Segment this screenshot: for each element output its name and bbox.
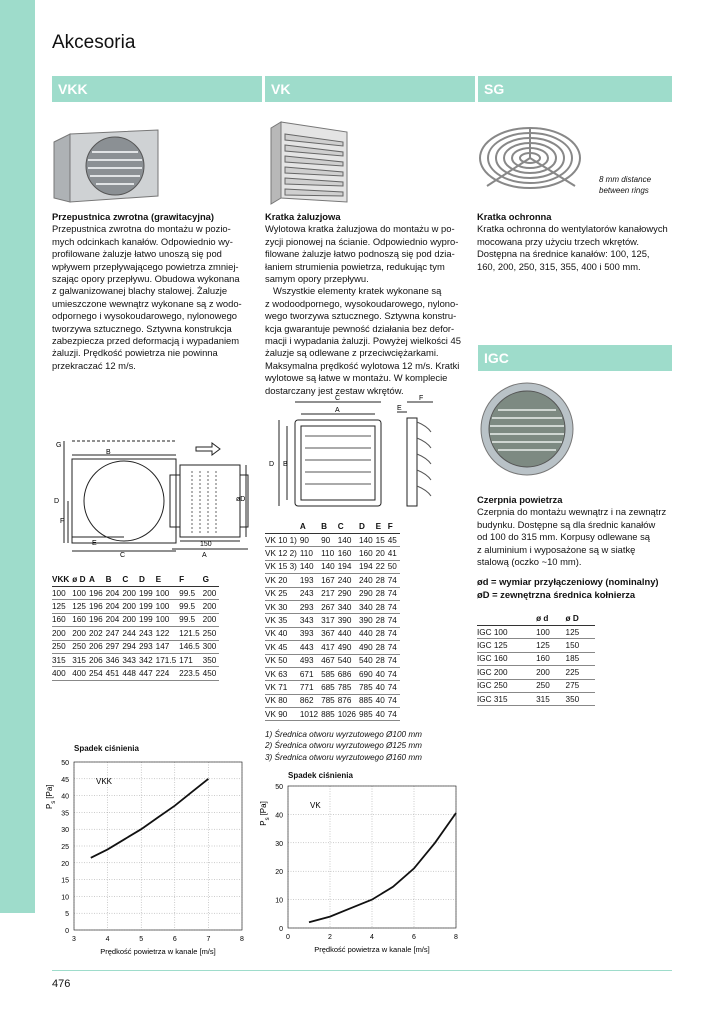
y-axis-label: [45, 784, 57, 809]
y-tick-label: 0: [279, 926, 283, 933]
vk-table-cell: 74: [388, 654, 400, 667]
vk-table-cell: 74: [388, 694, 400, 707]
footer-rule: [52, 970, 672, 971]
vkk-table-cell: 100: [156, 587, 180, 600]
vkk-table-cell: 200: [122, 587, 139, 600]
vk-table-cell: 40: [376, 667, 388, 680]
igc-description: Czerpnia powietrza Czerpnia do montażu wewnątrz i na zewnątrz budynku. Dostępne są dla średnic kanałów od 100 do 315 mm. Korpusy odlewane są z aluminium i wyposażone są w siatkę stalową (oczko ~10 mm). ød = wymiar przyłączeniowy (nominalny) øD = zewnętrzna średnica kołnierza: [477, 494, 677, 601]
igc-table-cell: 125: [536, 639, 565, 652]
igc-table-cell: IGC 160: [477, 652, 536, 665]
vkk-table-cell: 200: [72, 627, 89, 640]
vk-table-cell: 28: [376, 614, 388, 627]
vkk-table-row: [52, 587, 219, 600]
series-label: VK: [310, 801, 321, 810]
vk-table-cell: 467: [321, 654, 338, 667]
vkk-table-cell: 250: [72, 640, 89, 653]
vkk-table-cell: 223.5: [179, 667, 203, 680]
vkk-table-cell: 206: [89, 653, 106, 666]
series-line: [309, 813, 456, 922]
band-vkk: VKK: [52, 76, 262, 102]
vk-table-cell: 110: [321, 547, 338, 560]
vk-table-cell: VK 63: [265, 667, 300, 680]
y-axis-label-sub: s: [265, 817, 271, 821]
igc-table-cell: 350: [566, 692, 595, 705]
igc-table-cell: 100: [536, 626, 565, 639]
vk-table-cell: 390: [338, 614, 359, 627]
vk-table-cell: 193: [300, 574, 321, 587]
vk-table-cell: 90: [321, 534, 338, 547]
vkk-table-cell: 243: [139, 627, 156, 640]
vk-table-cell: 367: [321, 627, 338, 640]
vkk-product-image: [50, 128, 160, 206]
igc-table-row: [477, 692, 595, 705]
vkk-table-cell: 196: [89, 587, 106, 600]
vk-table-cell: 40: [376, 708, 388, 721]
vkk-table-cell: 315: [52, 653, 72, 666]
vk-table-row: [265, 587, 400, 600]
vk-table-cell: 985: [359, 708, 376, 721]
vkk-table-cell: 250: [203, 627, 220, 640]
vk-table-cell: 771: [300, 681, 321, 694]
vk-spec-table: [265, 520, 400, 721]
y-tick-label: 0: [65, 928, 69, 935]
y-tick-label: 10: [275, 897, 283, 905]
vkk-table-cell: 99.5: [179, 600, 203, 613]
vk-table-cell: 540: [338, 654, 359, 667]
vk-table-cell: 686: [338, 667, 359, 680]
page-title: Akcesoria: [52, 32, 136, 53]
igc-table-row: [477, 679, 595, 692]
vk-table-cell: 74: [388, 574, 400, 587]
vk-table-cell: 74: [388, 614, 400, 627]
vk-table-row: [265, 534, 400, 547]
vk-table-cell: 417: [321, 641, 338, 654]
vk-table-cell: 74: [388, 627, 400, 640]
series-label: VKK: [96, 777, 113, 786]
vkk-table-cell: 200: [203, 613, 220, 626]
vk-footnotes: 1) Średnica otworu wyrzutowego Ø100 mm 2) Średnica otworu wyrzutowego Ø125 mm 3) Średnica otworu wyrzutowego Ø160 mm: [265, 730, 422, 762]
vkk-table-cell: 200: [203, 600, 220, 613]
x-tick-label: 6: [412, 934, 416, 941]
igc-heading: Czerpnia powietrza: [477, 494, 563, 505]
vk-table-cell: 20: [376, 547, 388, 560]
igc-table-cell: IGC 250: [477, 679, 536, 692]
vk-table-cell: 240: [338, 574, 359, 587]
igc-table-cell: 185: [566, 652, 595, 665]
vkk-dim-od: øD: [236, 496, 246, 503]
vk-product-image: [265, 118, 350, 206]
vk-table-cell: 240: [359, 574, 376, 587]
vkk-table-cell: 297: [106, 640, 123, 653]
vk-table-cell: 28: [376, 641, 388, 654]
vkk-table-cell: 196: [89, 600, 106, 613]
vkk-table-cell: 147: [156, 640, 180, 653]
vk-table-cell: 40: [376, 694, 388, 707]
vk-dim-b: B: [283, 461, 288, 468]
side-accent-bar: [0, 0, 35, 913]
y-axis-label-p: P: [259, 820, 268, 826]
x-tick-label: 3: [72, 936, 76, 943]
vk-table-cell: 267: [321, 600, 338, 613]
vk-table-cell: 490: [338, 641, 359, 654]
vk-pressure-chart: [250, 780, 470, 958]
vk-table-cell: 490: [359, 641, 376, 654]
sg-heading: Kratka ochronna: [477, 211, 552, 222]
vk-table-cell: 885: [359, 694, 376, 707]
vkk-table-cell: 99.5: [179, 613, 203, 626]
y-tick-label: 20: [61, 860, 69, 868]
vk-table-cell: 317: [321, 614, 338, 627]
vkk-dim-b: B: [106, 449, 111, 456]
vkk-table-cell: 199: [139, 600, 156, 613]
vkk-table-cell: 250: [52, 640, 72, 653]
vkk-dim-e: E: [92, 540, 97, 547]
vk-table-cell: 140: [338, 534, 359, 547]
x-tick-label: 4: [370, 934, 374, 941]
vk-table-cell: 540: [359, 654, 376, 667]
vkk-table-cell: 171.5: [156, 653, 180, 666]
vkk-chart-title: Spadek ciśnienia: [74, 744, 139, 753]
vk-table-cell: 40: [376, 681, 388, 694]
y-tick-label: 20: [275, 869, 283, 877]
x-tick-label: 2: [328, 934, 332, 941]
y-axis-label-sub: s: [51, 800, 57, 804]
vk-table-cell: 885: [321, 708, 338, 721]
vkk-table-row: [52, 653, 219, 666]
vk-table-cell: 74: [388, 667, 400, 680]
vk-table-row: [265, 667, 400, 680]
vkk-table-cell: 346: [106, 653, 123, 666]
y-axis-label-unit: [Pa]: [45, 784, 54, 799]
vkk-table-header: VKK ø D A B C D E F G: [52, 573, 219, 587]
vkk-table-cell: 247: [106, 627, 123, 640]
igc-table-cell: 160: [536, 652, 565, 665]
vk-table-cell: 440: [359, 627, 376, 640]
vk-table-cell: 690: [359, 667, 376, 680]
vkk-dim-d: D: [54, 498, 60, 505]
y-tick-label: 25: [61, 844, 69, 851]
vk-table-cell: 194: [338, 560, 359, 573]
vkk-dim-a: A: [202, 552, 207, 559]
vk-table-cell: 28: [376, 654, 388, 667]
vk-table-row: [265, 694, 400, 707]
vk-table-cell: 290: [338, 587, 359, 600]
vkk-table-row: [52, 640, 219, 653]
vk-table-cell: VK 35: [265, 614, 300, 627]
vk-table-cell: 493: [300, 654, 321, 667]
vk-table-header: A B C D E F: [265, 520, 400, 534]
vk-dim-f: F: [419, 395, 424, 402]
y-tick-label: 45: [61, 776, 69, 784]
vkk-table-cell: 100: [156, 613, 180, 626]
vk-table-cell: 671: [300, 667, 321, 680]
x-tick-label: 0: [286, 934, 290, 941]
y-tick-label: 35: [61, 810, 69, 818]
y-tick-label: 30: [61, 827, 69, 835]
y-tick-label: 30: [275, 840, 283, 848]
vkk-table-cell: 224: [156, 667, 180, 680]
x-axis-label: Prędkość powietrza w kanale [m/s]: [314, 945, 430, 954]
igc-table-cell: 250: [536, 679, 565, 692]
igc-product-image: [478, 380, 576, 478]
vkk-table-cell: 100: [156, 600, 180, 613]
vkk-heading: Przepustnica zwrotna (grawitacyjna): [52, 211, 215, 222]
vk-table-cell: VK 71: [265, 681, 300, 694]
vkk-table-cell: 400: [72, 667, 89, 680]
vk-table-row: [265, 654, 400, 667]
igc-table-cell: IGC 200: [477, 666, 536, 679]
vk-table-cell: VK 20: [265, 574, 300, 587]
vk-dim-d: D: [269, 461, 275, 468]
vkk-dimension-drawing: [50, 425, 250, 560]
vkk-table-cell: 100: [72, 587, 89, 600]
y-tick-label: 10: [61, 894, 69, 902]
igc-table-cell: IGC 100: [477, 626, 536, 639]
vkk-table-cell: 448: [122, 667, 139, 680]
vk-table-cell: 74: [388, 708, 400, 721]
vk-table-cell: 74: [388, 600, 400, 613]
vkk-table-cell: 199: [139, 587, 156, 600]
vkk-table-cell: 200: [52, 627, 72, 640]
y-axis-label-p: P: [45, 803, 54, 810]
vkk-table-cell: 125: [52, 600, 72, 613]
vk-table-cell: 45: [388, 534, 400, 547]
vk-table-cell: 15: [376, 534, 388, 547]
vk-table-cell: 343: [300, 614, 321, 627]
vkk-table-cell: 200: [203, 587, 220, 600]
vkk-table-cell: 204: [106, 613, 123, 626]
igc-def-flange: øD = zewnętrzna średnica kołnierza: [477, 588, 636, 600]
band-sg: SG: [478, 76, 672, 102]
vk-dim-c: C: [335, 395, 341, 402]
igc-table-row: [477, 666, 595, 679]
sg-image-caption: 8 mm distance between rings: [599, 175, 652, 195]
vk-dimension-drawing: [265, 392, 440, 510]
igc-table-cell: 200: [536, 666, 565, 679]
vk-table-cell: 50: [388, 560, 400, 573]
vk-table-cell: VK 50: [265, 654, 300, 667]
vk-table-cell: VK 40: [265, 627, 300, 640]
vkk-table-cell: 146.5: [179, 640, 203, 653]
x-tick-label: 7: [206, 936, 211, 943]
vk-table-cell: 785: [321, 694, 338, 707]
igc-table-cell: 225: [566, 666, 595, 679]
vkk-table-cell: 160: [72, 613, 89, 626]
igc-def-nominal: ød = wymiar przyłączeniowy (nominalny): [477, 576, 659, 588]
vkk-table-cell: 293: [139, 640, 156, 653]
vk-table-cell: 217: [321, 587, 338, 600]
vkk-table-cell: 254: [89, 667, 106, 680]
vk-table-cell: 393: [300, 627, 321, 640]
vk-table-cell: 440: [338, 627, 359, 640]
vk-table-cell: 293: [300, 600, 321, 613]
vk-table-row: [265, 681, 400, 694]
vk-table-cell: 290: [359, 587, 376, 600]
vk-dim-a: A: [335, 407, 340, 414]
y-axis-label: [259, 801, 271, 826]
vk-table-row: [265, 614, 400, 627]
vk-table-cell: 28: [376, 627, 388, 640]
vk-table-cell: 194: [359, 560, 376, 573]
vkk-table-row: [52, 600, 219, 613]
vk-description: Kratka żaluzjowa Wylotowa kratka żaluzjowa do montażu w po- zycji pionowej na ścianie. Odpowiednio wypro- filowane żaluzje łatwo podnoszą się pod dzia- łaniem strumienia powietrza, redukując tym samym opory przepływu. Wszystkie elementy kratek wykonane są z wodoodpornego, wysokoudarowego, nylono- wego tworzywa sztucznego. Sztywna konstru- kcja gwarantuje pewność działania bez defor- macji i wypadania żaluzji. Powyżej wielkości 45 żaluzje są odlewane z przeciwciężarkami. Maksymalna prędkość wylotowa 12 m/s. Kratki wylotowe są łatwe w montażu. W komplecie dostarczany jest zestaw wkrętów.: [265, 211, 465, 397]
igc-spec-table: [477, 612, 595, 706]
x-tick-label: 8: [240, 936, 244, 943]
vkk-dim-150: 150: [200, 541, 212, 548]
vk-table-row: [265, 547, 400, 560]
vkk-table-cell: 100: [52, 587, 72, 600]
vkk-dim-g: G: [56, 442, 62, 449]
vk-table-cell: VK 25: [265, 587, 300, 600]
vk-table-cell: 862: [300, 694, 321, 707]
vk-table-cell: VK 12 2): [265, 547, 300, 560]
vk-table-cell: VK 45: [265, 641, 300, 654]
vkk-table-cell: 99.5: [179, 587, 203, 600]
igc-table-cell: 315: [536, 692, 565, 705]
vk-table-cell: 876: [338, 694, 359, 707]
vk-table-cell: VK 80: [265, 694, 300, 707]
vkk-table-cell: 160: [52, 613, 72, 626]
vk-table-cell: VK 15 3): [265, 560, 300, 573]
vk-table-cell: 340: [359, 600, 376, 613]
vk-table-cell: 140: [359, 534, 376, 547]
igc-table-header: ø d ø D: [477, 612, 595, 626]
igc-table-cell: 150: [566, 639, 595, 652]
vk-table-cell: 390: [359, 614, 376, 627]
page-number: 476: [52, 978, 71, 990]
y-axis-label-unit: [Pa]: [259, 801, 268, 816]
vkk-table-cell: 202: [89, 627, 106, 640]
vkk-table-cell: 200: [122, 600, 139, 613]
vkk-table-cell: 343: [122, 653, 139, 666]
vk-table-cell: 74: [388, 587, 400, 600]
igc-table-cell: IGC 315: [477, 692, 536, 705]
vk-table-cell: VK 10 1): [265, 534, 300, 547]
vkk-dim-f: F: [60, 518, 65, 525]
y-tick-label: 50: [275, 784, 283, 791]
y-tick-label: 40: [61, 793, 69, 801]
vkk-table-cell: 171: [179, 653, 203, 666]
vk-table-cell: 340: [338, 600, 359, 613]
x-tick-label: 5: [139, 936, 144, 943]
x-axis-label: Prędkość powietrza w kanale [m/s]: [100, 947, 216, 956]
vk-table-cell: 28: [376, 587, 388, 600]
vkk-table-cell: 122: [156, 627, 180, 640]
vk-table-row: [265, 627, 400, 640]
vk-table-cell: VK 30: [265, 600, 300, 613]
vk-table-cell: 785: [338, 681, 359, 694]
vkk-dim-c: C: [120, 552, 126, 559]
vk-table-cell: 585: [321, 667, 338, 680]
band-igc: IGC: [478, 345, 672, 371]
vk-heading: Kratka żaluzjowa: [265, 211, 341, 222]
igc-table-cell: 125: [566, 626, 595, 639]
vkk-table-cell: 342: [139, 653, 156, 666]
vkk-table-cell: 350: [203, 653, 220, 666]
vkk-table-cell: 450: [203, 667, 220, 680]
vk-table-cell: 74: [388, 641, 400, 654]
vkk-table-cell: 294: [122, 640, 139, 653]
vkk-table-cell: 206: [89, 640, 106, 653]
sg-description: Kratka ochronna Kratka ochronna do wentylatorów kanałowych mocowana przy użyciu trzech wkrętów. Dostępna na średnice kanałów: 100, 125, 160, 200, 250, 315, 355, 400 i 500 mm.: [477, 211, 677, 273]
vk-table-cell: 28: [376, 600, 388, 613]
igc-table-row: [477, 652, 595, 665]
vk-table-cell: 41: [388, 547, 400, 560]
vkk-table-cell: 121.5: [179, 627, 203, 640]
vk-table-cell: 90: [300, 534, 321, 547]
y-tick-label: 40: [275, 812, 283, 820]
vk-table-cell: VK 90: [265, 708, 300, 721]
vk-table-row: [265, 600, 400, 613]
vk-chart-title: Spadek ciśnienia: [288, 771, 353, 780]
vk-table-cell: 1012: [300, 708, 321, 721]
vkk-description: Przepustnica zwrotna (grawitacyjna) Przepustnica zwrotna do montażu w pozio- mych odcinkach kanałów. Odpowiednio wy- profilowane żaluzje łatwo unoszą się pod wpływem przepływającego powietrza zmniej- szając opory przepływu. Obudowa wykonana z galwanizowanej blachy stalowej. Żaluzje umieszczone wewnątrz wykonane są z wodo- odpornego i wysokoudarowego, nylonowego tworzywa sztucznego. Sztywna konstrukcja zabezpiecza przed deformacją i wypadaniem żaluzji. Prędkość powietrza nie powinna przekraczać 12 m/s.: [52, 211, 252, 372]
igc-table-cell: 275: [566, 679, 595, 692]
y-tick-label: 15: [61, 877, 69, 885]
vk-table-cell: 160: [338, 547, 359, 560]
vk-table-cell: 443: [300, 641, 321, 654]
igc-table-row: [477, 639, 595, 652]
vk-table-cell: 140: [321, 560, 338, 573]
vkk-table-cell: 315: [72, 653, 89, 666]
x-tick-label: 8: [454, 934, 458, 941]
vkk-spec-table: [52, 573, 219, 681]
vk-table-row: [265, 641, 400, 654]
vkk-table-cell: 196: [89, 613, 106, 626]
vk-dim-e: E: [397, 405, 402, 412]
vk-table-cell: 22: [376, 560, 388, 573]
vkk-table-cell: 400: [52, 667, 72, 680]
vk-table-cell: 1026: [338, 708, 359, 721]
band-vk: VK: [265, 76, 475, 102]
vkk-table-cell: 199: [139, 613, 156, 626]
vkk-table-cell: 451: [106, 667, 123, 680]
vkk-pressure-chart: [36, 754, 256, 959]
vk-table-cell: 140: [300, 560, 321, 573]
vkk-table-row: [52, 613, 219, 626]
vk-table-row: [265, 574, 400, 587]
vk-table-cell: 243: [300, 587, 321, 600]
vkk-table-cell: 204: [106, 600, 123, 613]
vk-table-cell: 28: [376, 574, 388, 587]
vkk-table-row: [52, 627, 219, 640]
y-tick-label: 5: [65, 911, 69, 919]
vk-table-cell: 685: [321, 681, 338, 694]
vk-table-cell: 160: [359, 547, 376, 560]
vkk-table-cell: 200: [122, 613, 139, 626]
vkk-table-cell: 244: [122, 627, 139, 640]
sg-product-image: [475, 124, 585, 192]
vkk-table-cell: 204: [106, 587, 123, 600]
x-tick-label: 4: [105, 936, 110, 943]
vk-table-cell: 167: [321, 574, 338, 587]
vk-table-row: [265, 560, 400, 573]
x-tick-label: 6: [172, 936, 177, 943]
vkk-table-row: [52, 667, 219, 680]
vk-table-cell: 74: [388, 681, 400, 694]
vk-table-cell: 785: [359, 681, 376, 694]
vk-table-cell: 110: [300, 547, 321, 560]
igc-table-cell: IGC 125: [477, 639, 536, 652]
vk-table-row: [265, 708, 400, 721]
vkk-table-cell: 447: [139, 667, 156, 680]
vkk-table-cell: 300: [203, 640, 220, 653]
vkk-table-cell: 125: [72, 600, 89, 613]
y-tick-label: 50: [61, 760, 69, 767]
igc-table-row: [477, 626, 595, 639]
